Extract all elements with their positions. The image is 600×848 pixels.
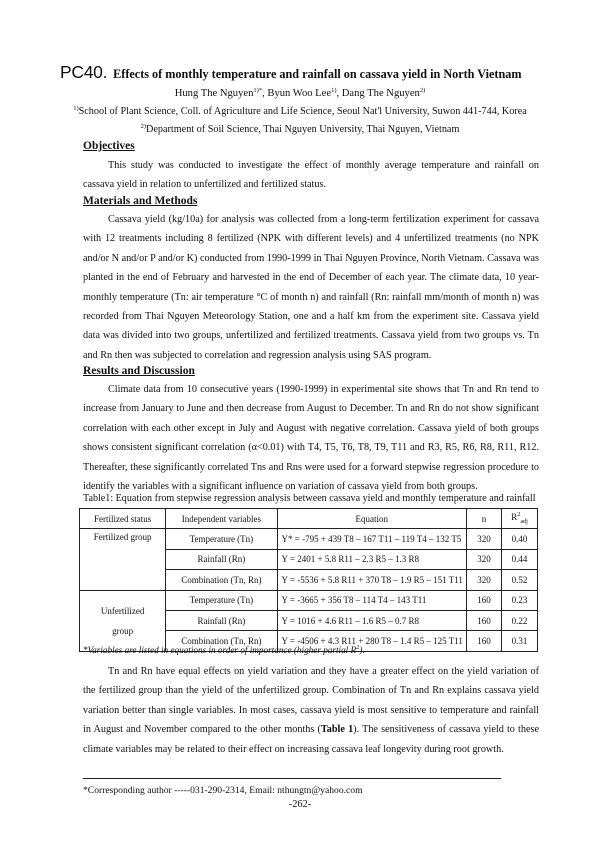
cell-variables: Combination (Tn, Rn)	[166, 631, 277, 651]
header-n: n	[466, 509, 501, 529]
affiliation-marker: 2)	[140, 123, 147, 130]
table-caption: Table1: Equation from stepwise regression analysis between cassava yield and monthly temperature and rainfall	[83, 493, 536, 504]
cell-variables: Temperature (Tn)	[166, 590, 277, 610]
cell-r2: 0.23	[502, 590, 538, 610]
author-separator: ,	[336, 88, 342, 99]
discussion-text: Tn and Rn have equal effects on yield variation and they have a greater effect on the yield variation of the fertilized group than the yield of the unfertilized group. Combination of Tn and Rn explains cassava yield variation better than single variables. In most cases, cassava yield is most sensitive to temperature and rainfall in August and November compared to the other months (	[83, 666, 539, 736]
corresponding-author: *Corresponding author -----031-290-2314, Email: nthungtn@yahoo.com	[83, 785, 363, 796]
table-reference: Table 1	[320, 724, 354, 736]
cell-r2: 0.31	[502, 631, 538, 651]
abstract-code: PC40.	[60, 62, 108, 82]
cell-n: 160	[466, 631, 501, 651]
group-fertilized: Fertilized group	[80, 529, 166, 590]
results-paragraph: Climate data from 10 consecutive years (1990-1999) in experimental site shows that Tn and Rn tend to increase from January to June and then decrease from August to December. Tn and Rn do not show significant correlation with each other except in July and August with negative correlation. Cassava yield of both groups shows consistent significant correlation (α<0.01) with T4, T5, T6, T8, T9, T11 and R3, R5, R6, R8, R11, R12. Thereafter, these significantly correlated Tns and Rns were used for a forward stepwise regression procedure to identify the variables with a significant influence on variation of cassava yield from both groups.	[83, 384, 539, 493]
r2-superscript: 2	[517, 511, 521, 519]
cell-equation: Y = -3665 + 356 T8 – 114 T4 – 143 T11	[277, 590, 466, 610]
affiliation-text: School of Plant Science, Coll. of Agriculture and Life Science, Seoul Nat'l University, Suwon 441-744, Korea	[78, 106, 527, 117]
table-row	[80, 590, 538, 610]
group-unfertilized	[80, 590, 166, 651]
affiliation-text: Department of Soil Science, Thai Nguyen University, Thai Nguyen, Vietnam	[146, 124, 460, 135]
cell-n: 160	[466, 590, 501, 610]
author-separator: ,	[262, 88, 268, 99]
cell-r2: 0.44	[502, 549, 538, 569]
header-equation: Equation	[277, 509, 466, 529]
cell-variables: Rainfall (Rn)	[166, 549, 277, 569]
group-label-line: Unfertilized	[100, 605, 145, 616]
note-text: *Variables are listed in equations in order of importance (higher partial R	[83, 645, 357, 655]
header-variables: Independent variables	[166, 509, 277, 529]
note-superscript: 2	[356, 644, 360, 651]
objectives-paragraph: This study was conducted to investigate the effect of monthly average temperature and rainfall on cassava yield in relation to unfertilized and fertilized status.	[83, 160, 539, 191]
cell-equation: Y = -5536 + 5.8 R11 + 370 T8 – 1.9 R5 – 151 T11	[277, 570, 466, 590]
cell-n: 320	[466, 549, 501, 569]
affiliation-marker: 1)	[73, 105, 79, 112]
cell-r2: 0.22	[502, 610, 538, 630]
header-r2	[502, 509, 538, 529]
cell-equation: Y = -4506 + 4.3 R11 + 280 T8 – 1.4 R5 – 125 T11	[277, 631, 466, 651]
author-marker: 2)	[419, 87, 426, 94]
group-label-line: group	[112, 625, 134, 636]
author-name: Hung The Nguyen	[174, 88, 254, 99]
methods-paragraph: Cassava yield (kg/10a) for analysis was collected from a long-term fertilization experiment for cassava with 12 treatments including 8 fertilized (NPK with different levels) and 4 unfertilized treatments (no NPK and/or N and/or P and/or K) conducted from 1990-1999 in Thai Nguyen Province, North Vietnam. Cassava was planted in the end of February and harvested in the end of December of each year. The climate data, 10 year-monthly temperature (Tn: air temperature °C of month n) and rainfall (Rn: rainfall mm/month of month n) was recorded from Thai Nguyen Meteorology Station, one and a half km from the experiment site. Cassava yield data was divided into two groups, unfertilized and fertilized treatments. Cassava yield from two groups vs. Tn and Rn then was subjected to correlation and regression analysis using SAS program.	[83, 214, 539, 361]
cell-variables: Rainfall (Rn)	[166, 610, 277, 630]
table-header-row	[80, 509, 538, 529]
author-marker: 1)	[331, 87, 337, 94]
cell-variables: Combination (Tn, Rn)	[166, 570, 277, 590]
cell-variables: Temperature (Tn)	[166, 529, 277, 549]
cell-r2: 0.52	[502, 570, 538, 590]
r2-subscript: adj	[520, 519, 528, 526]
cell-n: 320	[466, 529, 501, 549]
author-name: Byun Woo Lee	[267, 88, 332, 99]
cell-r2: 0.40	[502, 529, 538, 549]
author-list	[0, 88, 600, 99]
footnote-divider	[83, 778, 501, 779]
author-name: Dang The Nguyen	[341, 88, 420, 99]
regression-table	[79, 508, 538, 652]
author-marker: 1)*	[253, 87, 263, 94]
cell-equation: Y = 1016 + 4.6 R11 – 1.6 R5 – 0.7 R8	[277, 610, 466, 630]
discussion-text-end: ). The sensitiveness of cassava yield to these climate variables may be related to their effect on increasing cassava leaf longevity during root growth.	[83, 724, 539, 755]
cell-equation: Y* = -795 + 439 T8 – 167 T11 – 119 T4 – 132 T5	[277, 529, 466, 549]
cell-n: 160	[466, 610, 501, 630]
title-row	[60, 62, 580, 83]
objectives-heading: Objectives	[83, 140, 135, 152]
discussion-paragraph	[83, 662, 539, 759]
r2-symbol: R	[511, 512, 518, 523]
affiliation-2	[0, 124, 600, 135]
paper-title: Effects of monthly temperature and rainfall on cassava yield in North Vietnam	[113, 67, 522, 81]
cell-n: 320	[466, 570, 501, 590]
results-heading: Results and Discussion	[83, 365, 195, 377]
note-text-end: ).	[359, 645, 365, 655]
methods-heading: Materials and Methods	[83, 195, 198, 207]
page-number: -262-	[288, 799, 312, 810]
table-note	[83, 645, 365, 655]
header-status: Fertilized status	[80, 509, 166, 529]
affiliation-1	[0, 106, 600, 117]
table-row	[80, 529, 538, 549]
cell-equation: Y = 2401 + 5.8 R11 – 2.3 R5 – 1.3 R8	[277, 549, 466, 569]
